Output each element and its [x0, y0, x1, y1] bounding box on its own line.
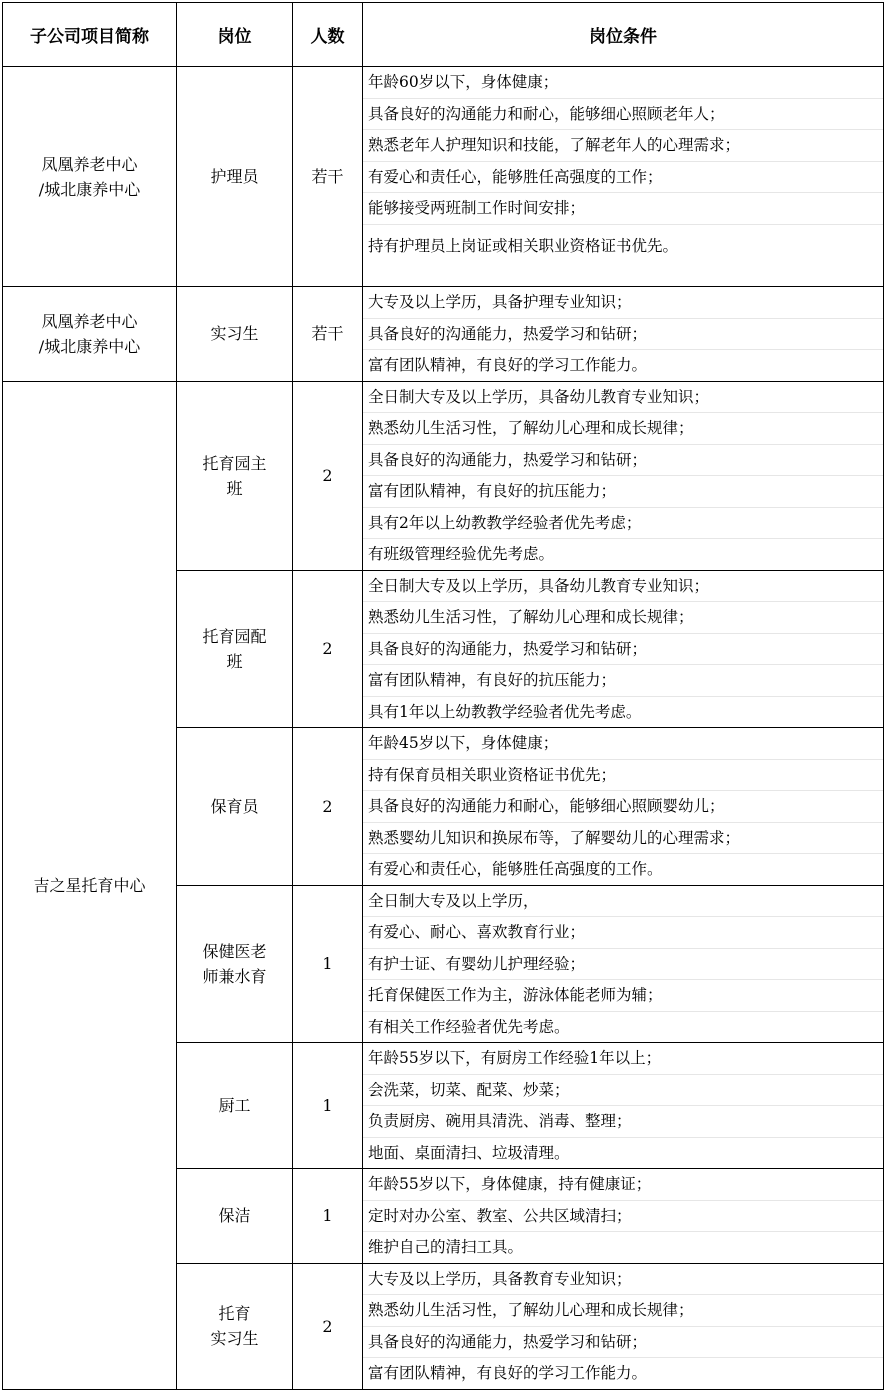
table-row	[3, 67, 884, 287]
header-count: 人数	[293, 3, 363, 67]
condition-line: 富有团队精神，有良好的抗压能力；	[363, 665, 883, 697]
condition-line: 具有1年以上幼教教学经验者优先考虑。	[368, 702, 642, 721]
condition-line: 托育保健医工作为主，游泳体能老师为辅；	[363, 980, 883, 1012]
condition-line: 具备良好的沟通能力和耐心，能够细心照顾老年人；	[363, 99, 883, 131]
condition-line: 富有团队精神，有良好的学习工作能力。	[368, 1364, 648, 1382]
count-cell: 2	[293, 1263, 363, 1389]
condition-line: 熟悉婴幼儿知识和换尿布等，了解婴幼儿的心理需求；	[363, 823, 883, 855]
conditions-cell	[363, 728, 884, 886]
post-line-2: 班	[226, 478, 243, 498]
recruitment-table	[2, 2, 884, 1390]
table-row	[3, 287, 884, 382]
condition-line: 年龄60岁以下，身体健康；	[363, 67, 883, 99]
post-cell: 厨工	[177, 1043, 293, 1169]
conditions-cell	[363, 381, 884, 570]
condition-line: 大专及以上学历，具备教育专业知识；	[363, 1264, 883, 1296]
post-line-1: 托育	[218, 1304, 251, 1323]
condition-line: 大专及以上学历，具备护理专业知识；	[363, 287, 883, 319]
condition-line: 具备良好的沟通能力，热爱学习和钻研；	[363, 445, 883, 477]
conditions-cell	[363, 570, 884, 728]
condition-line: 全日制大专及以上学历，具备幼儿教育专业知识；	[363, 571, 883, 603]
condition-line: 具备良好的沟通能力，热爱学习和钻研；	[363, 1327, 883, 1359]
header-row	[3, 3, 884, 67]
condition-line: 年龄55岁以下，身体健康，持有健康证；	[363, 1169, 883, 1201]
company-cell: 吉之星托育中心	[3, 381, 177, 1389]
count-cell: 1	[293, 1169, 363, 1264]
post-line-2: 师兼水育	[202, 966, 267, 986]
conditions-cell	[363, 287, 884, 382]
post-cell	[177, 1263, 293, 1389]
count-cell: 1	[293, 1043, 363, 1169]
post-cell: 保育员	[177, 728, 293, 886]
company-cell	[3, 67, 177, 287]
post-cell	[177, 885, 293, 1043]
condition-line: 会洗菜，切菜、配菜、炒菜；	[363, 1075, 883, 1107]
condition-line: 有相关工作经验者优先考虑。	[368, 1017, 570, 1036]
condition-line: 熟悉老年人护理知识和技能，了解老年人的心理需求；	[363, 130, 883, 162]
post-line-1: 保健医老	[202, 941, 267, 961]
conditions-cell	[363, 1263, 884, 1389]
count-cell: 1	[293, 885, 363, 1043]
company-name-line-1: 凤凰养老中心	[41, 311, 138, 331]
condition-line: 具有2年以上幼教教学经验者优先考虑；	[363, 508, 883, 540]
post-line-1: 托育园主	[202, 453, 267, 473]
condition-line: 熟悉幼儿生活习性，了解幼儿心理和成长规律；	[363, 602, 883, 634]
header-conditions: 岗位条件	[363, 3, 884, 67]
condition-line: 全日制大专及以上学历，	[363, 886, 883, 918]
condition-line: 有班级管理经验优先考虑。	[368, 545, 555, 563]
post-cell	[177, 570, 293, 728]
company-name-line-1: 凤凰养老中心	[41, 154, 138, 174]
post-cell: 保洁	[177, 1169, 293, 1264]
post-cell	[177, 381, 293, 570]
condition-line: 具备良好的沟通能力和耐心，能够细心照顾婴幼儿；	[363, 791, 883, 823]
count-cell: 若干	[293, 67, 363, 287]
condition-line: 有爱心和责任心，能够胜任高强度的工作。	[368, 860, 663, 878]
conditions-cell	[363, 1169, 884, 1264]
condition-line: 具备良好的沟通能力，热爱学习和钻研；	[363, 634, 883, 666]
condition-line: 持有保育员相关职业资格证书优先；	[363, 760, 883, 792]
post-cell: 护理员	[177, 67, 293, 287]
condition-line: 负责厨房、碗用具清洗、消毒、整理；	[363, 1106, 883, 1138]
count-cell: 2	[293, 381, 363, 570]
conditions-cell	[363, 885, 884, 1043]
count-cell: 2	[293, 570, 363, 728]
count-cell: 2	[293, 728, 363, 886]
condition-line: 富有团队精神，有良好的学习工作能力。	[368, 356, 648, 374]
condition-line: 有爱心、耐心、喜欢教育行业；	[363, 917, 883, 949]
condition-line: 熟悉幼儿生活习性，了解幼儿心理和成长规律；	[363, 1295, 883, 1327]
condition-line: 地面、桌面清扫、垃圾清理。	[368, 1143, 570, 1162]
conditions-cell	[363, 1043, 884, 1169]
table-row	[3, 381, 884, 570]
post-line-2: 实习生	[210, 1329, 259, 1348]
condition-line: 维护自己的清扫工具。	[368, 1238, 524, 1256]
condition-line: 具备良好的沟通能力，热爱学习和钻研；	[363, 319, 883, 351]
condition-line: 熟悉幼儿生活习性，了解幼儿心理和成长规律；	[363, 413, 883, 445]
conditions-cell	[363, 67, 884, 287]
post-line-2: 班	[226, 651, 243, 671]
condition-line: 全日制大专及以上学历，具备幼儿教育专业知识；	[363, 382, 883, 414]
condition-line: 年龄45岁以下，身体健康；	[363, 728, 883, 760]
company-name-line-2: /城北康养中心	[38, 336, 141, 356]
condition-line: 有爱心和责任心，能够胜任高强度的工作；	[363, 162, 883, 194]
condition-line: 持有护理员上岗证或相关职业资格证书优先。	[368, 236, 679, 255]
condition-line: 有护士证、有婴幼儿护理经验；	[363, 949, 883, 981]
company-name-line-2: /城北康养中心	[38, 179, 141, 199]
condition-line: 能够接受两班制工作时间安排；	[363, 193, 883, 225]
header-company: 子公司项目简称	[3, 3, 177, 67]
condition-line: 定时对办公室、教室、公共区域清扫；	[363, 1201, 883, 1233]
condition-line: 年龄55岁以下，有厨房工作经验1年以上；	[363, 1043, 883, 1075]
count-cell: 若干	[293, 287, 363, 382]
post-cell: 实习生	[177, 287, 293, 382]
post-line-1: 托育园配	[202, 626, 267, 646]
company-cell	[3, 287, 177, 382]
condition-line: 富有团队精神，有良好的抗压能力；	[363, 476, 883, 508]
header-post: 岗位	[177, 3, 293, 67]
